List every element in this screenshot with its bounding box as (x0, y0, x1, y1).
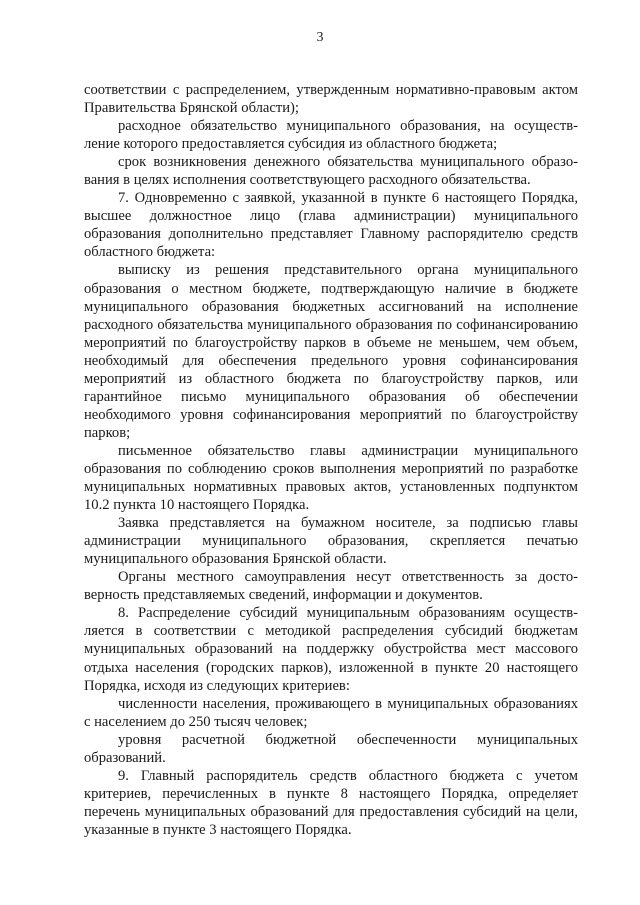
paragraph: Органы местного самоуправления несут ответственность за достоверность представляемых сведений, информации и документов. (84, 569, 578, 604)
paragraph: письменное обязательство главы администрации муниципального образования по соблюдению сроков выполнения мероприятий по разработке муниципальных нормативных правовых актов, установленных подпунктом 10.2 пункта 10 настоящего Порядка. (84, 442, 578, 514)
document-body (84, 81, 578, 839)
paragraph: срок возникновения денежного обязательства муниципального образования в целях исполнения соответствующего расходного обязательства. (84, 154, 578, 189)
paragraph: выписку из решения представительного органа муниципального образования о местном бюджете, подтверждающую наличие в бюджете муниципального образования бюджетных ассигнований на исполнение расходного обязательства муниципального образования по софинансированию мероприятий по благоустройству парков в объеме не меньшем, чем объем, необходимый для обеспечения предельного уровня софинансирования мероприятий из областного бюджета по благоустройству парков, или гарантийное письмо муниципального образования об обеспечении необходимого уровня софинансирования мероприятий по благоустройству парков; (84, 262, 578, 441)
paragraph: 9. Главный распорядитель средств областного бюджета с учетом критериев, перечисленных в пункте 8 настоящего Порядка, определяет перечень муниципальных образований для предоставления субсидий на цели, указанные в пункте 3 настоящего Порядка. (84, 767, 578, 838)
paragraph: 8. Распределение субсидий муниципальным образованиям осуществляется в соответствии с методикой распределения субсидий бюджетам муниципальных образований на поддержку обустройства мест массового отдыха населения (городских парков), изложенной в пункте 20 настоящего Порядка, исходя из следующих критериев: (84, 605, 578, 694)
paragraph: соответствии с распределением, утвержденным нормативно-правовым актом Правительства Брянской области); (84, 82, 578, 117)
paragraph: численности населения, проживающего в муниципальных образованиях с населением до 250 тысяч человек; (84, 695, 578, 730)
paragraph: уровня расчетной бюджетной обеспеченности муниципальных образований. (84, 731, 578, 766)
paragraph: 7. Одновременно с заявкой, указанной в пункте 6 настоящего Порядка, высшее должностное лицо (глава администрации) муниципального образования дополнительно представляет Главному распорядителю средств областного бюджета: (84, 190, 578, 261)
paragraph: расходное обязательство муниципального образования, на осуществление которого предоставляется субсидия из областного бюджета; (84, 118, 578, 153)
page-number: 3 (316, 30, 324, 45)
paragraph: Заявка представляется на бумажном носителе, за подписью главы администрации муниципального образования, скрепляется печатью муниципального образования Брянской области. (84, 515, 578, 568)
